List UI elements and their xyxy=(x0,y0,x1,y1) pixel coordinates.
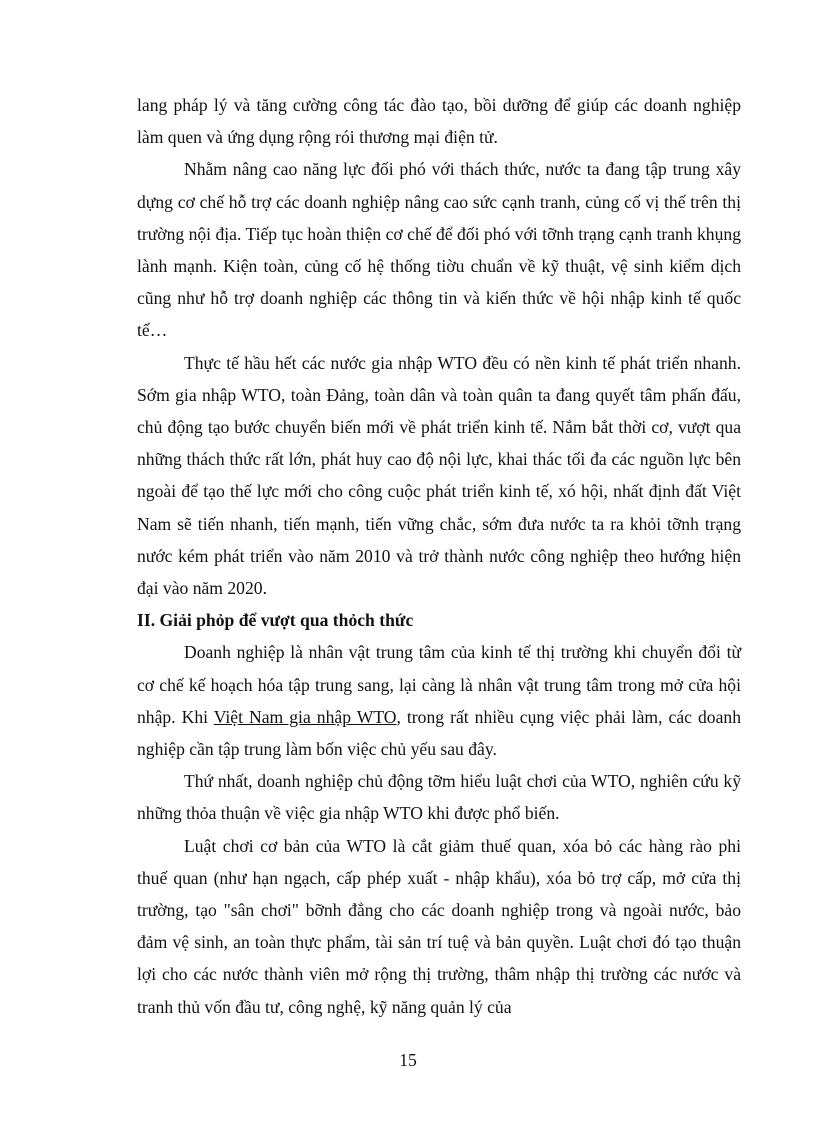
paragraph-4-text-before: Doanh nghiệp là nhân vật trung tâm của kinh tế thị trường khi chuyển đổi từ cơ chế kế hoạch hóa tập trung sang, lại càng là nhân vật trung tâm trong mở cửa hội nhập. Khi xyxy=(137,642,741,727)
paragraph-4-text-after: , trong rất nhiều cụng việc phải làm, các doanh nghiệp cần tập trung làm bốn việc chủ yếu sau đây. xyxy=(137,706,741,760)
paragraph-1: lang pháp lý và tăng cường công tác đào tạo, bồi dưỡng để giúp các doanh nghiệp làm quen và ứng dụng rộng rói thương mại điện tử. xyxy=(137,95,741,148)
paragraph-5: Thứ nhất, doanh nghiệp chủ động tỡm hiểu luật chơi của WTO, nghiên cứu kỹ những thỏa thuận về việc gia nhập WTO khi được phổ biến. xyxy=(137,771,741,824)
paragraph-4 xyxy=(137,636,741,765)
page-number: 15 xyxy=(399,1050,417,1070)
document-body xyxy=(137,89,741,1023)
section-heading: II. Giải phỏp để vượt qua thỏch thức xyxy=(137,610,414,631)
paragraph-2: Nhằm nâng cao năng lực đối phó với thách thức, nước ta đang tập trung xây dựng cơ chế hỗ trợ các doanh nghiệp nâng cao sức cạnh tranh, củng cố vị thế trên thị trường nội địa. Tiếp tục hoàn thiện cơ chế để đối phó với tỡnh trạng cạnh tranh khụng lành mạnh. Kiện toàn, củng cố hệ thống tiờu chuẩn về kỹ thuật, vệ sinh kiểm dịch cũng như hỗ trợ doanh nghiệp các thông tin và kiến thức về hội nhập kinh tế quốc tế… xyxy=(137,159,741,341)
paragraph-6: Luật chơi cơ bản của WTO là cắt giảm thuế quan, xóa bỏ các hàng rào phi thuế quan (như hạn ngạch, cấp phép xuất - nhập khẩu), xóa bỏ trợ cấp, mở cửa thị trường, tạo "sân chơi" bỡnh đẳng cho các doanh nghiệp trong và ngoài nước, bảo đảm vệ sinh, an toàn thực phẩm, tài sản trí tuệ và bản quyền. Luật chơi đó tạo thuận lợi cho các nước thành viên mở rộng thị trường, thâm nhập thị trường các nước và tranh thủ vốn đầu tư, công nghệ, kỹ năng quản lý của xyxy=(137,835,741,1017)
paragraph-3: Thực tế hầu hết các nước gia nhập WTO đều có nền kinh tế phát triển nhanh. Sớm gia nhập WTO, toàn Đảng, toàn dân và toàn quân ta đang quyết tâm phấn đấu, chủ động tạo bước chuyển biến mới về phát triển kinh tế. Nắm bắt thời cơ, vượt qua những thách thức rất lớn, phát huy cao độ nội lực, khai thác tối đa các nguồn lực bên ngoài để tạo thế lực mới cho công cuộc phát triển kinh tế, xó hội, nhất định đất Việt Nam sẽ tiến nhanh, tiến mạnh, tiến vững chắc, sớm đưa nước ta ra khỏi tỡnh trạng nước kém phát triển vào năm 2010 và trở thành nước công nghiệp theo hướng hiện đại vào năm 2020. xyxy=(137,352,741,599)
wto-accession-link[interactable]: Việt Nam gia nhập WTO xyxy=(213,706,397,727)
